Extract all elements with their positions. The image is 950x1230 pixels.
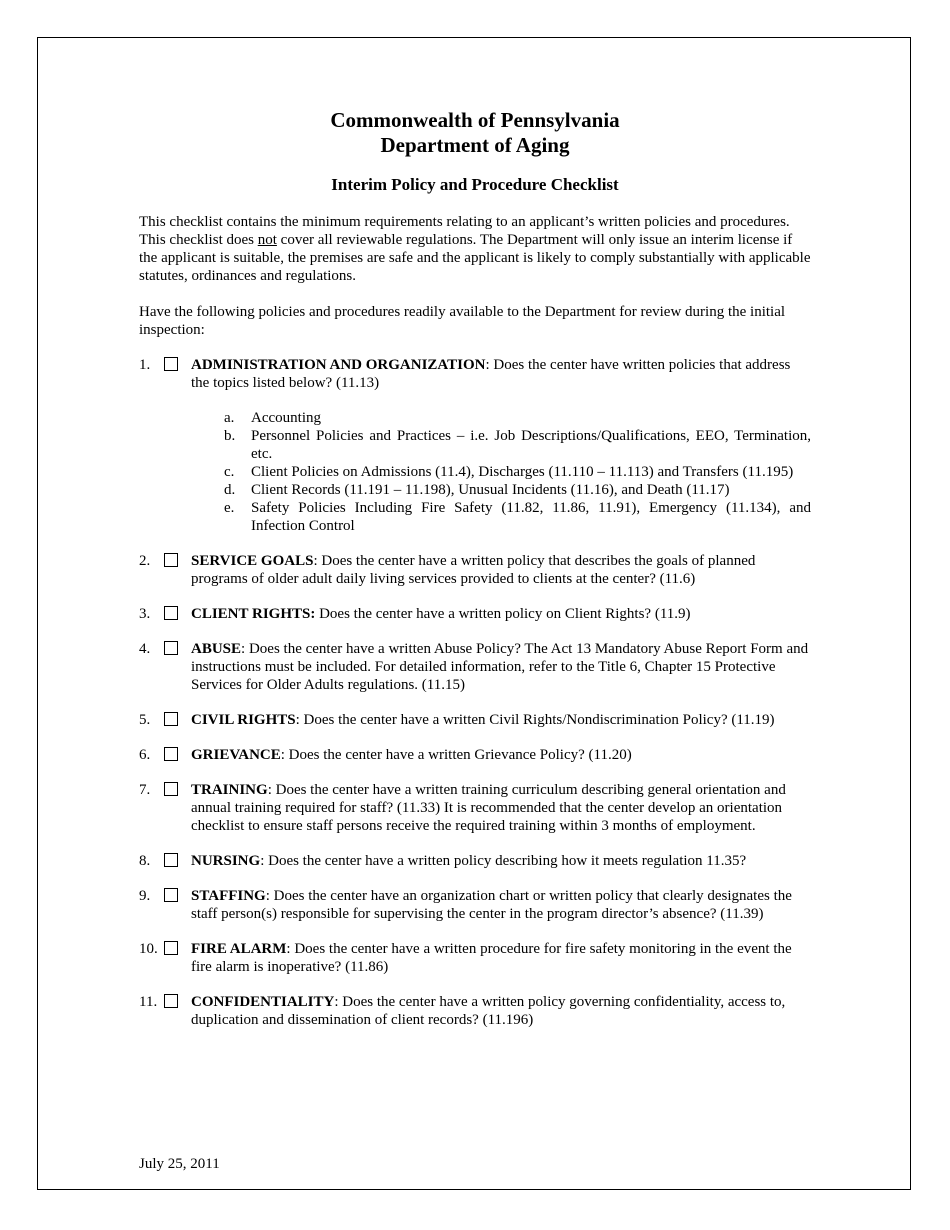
emphasis-not: not — [257, 232, 277, 248]
intro-paragraph: This checklist contains the minimum requirements relating to an applicant’s written policies and procedures. This checklist does not cover all reviewable regulations. The Department will only issue an interim license if the applicant is suitable, the premises are safe and the applicant is likely to comply substantially with applicable statutes, ordinances and regulations. — [139, 214, 811, 284]
item-title: CIVIL RIGHTS — [191, 712, 296, 728]
item-title: FIRE ALARM — [191, 941, 287, 957]
checklist-item-5 — [139, 711, 811, 729]
sub-item-d: d. Client Records (11.191 – 11.198), Unusual Incidents (11.16), and Death (11.17) — [224, 482, 730, 498]
item-title: SERVICE GOALS — [191, 553, 314, 569]
item-text: : Does the center have an organization chart or written policy that clearly designates the staff person(s) responsible for supervising the center in the program director’s absence? (11.39) — [191, 888, 792, 922]
item-title: ABUSE — [191, 641, 242, 657]
checklist-item-4 — [139, 640, 811, 694]
checkbox[interactable] — [164, 641, 178, 655]
department-name: Department of Aging — [380, 133, 570, 157]
sub-item-e: e. Safety Policies Including Fire Safety (11.82, 11.86, 11.91), Emergency (11.134), and Infection Control — [224, 500, 811, 534]
checkbox[interactable] — [164, 606, 178, 620]
item-number: 9. — [139, 888, 151, 904]
checkbox[interactable] — [164, 941, 178, 955]
checklist-item-2 — [139, 552, 811, 588]
checklist-item-7 — [139, 781, 811, 835]
checkbox[interactable] — [164, 782, 178, 796]
checklist-item-6 — [139, 746, 811, 764]
checkbox[interactable] — [164, 747, 178, 761]
sub-item-b: b. Personnel Policies and Practices – i.e. Job Descriptions/Qualifications, EEO, Termination, etc. — [224, 428, 811, 462]
item-text: : Does the center have written policies that address the topics listed below? (11.13) — [191, 357, 791, 391]
item-text: : Does the center have a written Abuse Policy? The Act 13 Mandatory Abuse Report Form and instructions must be included. For detailed information, refer to the Title 6, Chapter 15 Protective Services for Older Adults regulations. (11.15) — [191, 641, 809, 693]
item-number: 6. — [139, 747, 151, 763]
item-number: 10. — [139, 941, 158, 957]
checkbox[interactable] — [164, 712, 178, 726]
checklist-item-3 — [139, 605, 811, 623]
item-title: TRAINING — [191, 782, 268, 798]
item-text: : Does the center have a written Grievance Policy? (11.20) — [280, 747, 632, 763]
item-text: : Does the center have a written training curriculum describing general orientation and annual training required for staff? (11.33) It is recommended that the center develop an orientation checklist to ensure staff persons receive the required training within 3 months of employment. — [191, 782, 786, 834]
item-text: : Does the center have a written policy governing confidentiality, access to, duplication and dissemination of client records? (11.196) — [191, 994, 786, 1028]
item-title: ADMINISTRATION AND ORGANIZATION — [191, 357, 486, 373]
item-text: Does the center have a written policy on Client Rights? (11.9) — [315, 606, 691, 622]
checkbox[interactable] — [164, 994, 178, 1008]
checklist-item-8 — [139, 852, 811, 870]
item-text: : Does the center have a written policy that describes the goals of planned programs of older adult daily living services provided to clients at the center? (11.6) — [191, 553, 756, 587]
footer-date: July 25, 2011 — [139, 1156, 220, 1172]
item-text: : Does the center have a written procedure for fire safety monitoring in the event the fire alarm is inoperative? (11.86) — [191, 941, 792, 975]
item-number: 8. — [139, 853, 151, 869]
item-title: CLIENT RIGHTS: — [191, 606, 316, 622]
instructions-paragraph: Have the following policies and procedures readily available to the Department for review during the initial inspection: — [139, 304, 786, 338]
item-title: CONFIDENTIALITY — [191, 994, 335, 1010]
item-number: 5. — [139, 712, 151, 728]
checkbox[interactable] — [164, 553, 178, 567]
checklist-item-9 — [139, 887, 811, 923]
agency-name: Commonwealth of Pennsylvania — [330, 108, 620, 132]
item-title: NURSING — [191, 853, 261, 869]
item-number: 3. — [139, 606, 151, 622]
document-body — [139, 108, 811, 1029]
checkbox[interactable] — [164, 357, 178, 371]
item-number: 11. — [139, 994, 158, 1010]
item-text: : Does the center have a written policy describing how it meets regulation 11.35? — [260, 853, 747, 869]
item-number: 2. — [139, 553, 151, 569]
checklist-item-1 — [139, 356, 811, 535]
checklist-item-10 — [139, 940, 811, 976]
sub-item-a: a. Accounting — [224, 410, 321, 426]
sub-list — [139, 409, 811, 535]
sub-item-c: c. Client Policies on Admissions (11.4), Discharges (11.110 – 11.113) and Transfers (11.195) — [224, 464, 794, 480]
checkbox[interactable] — [164, 888, 178, 902]
item-title: GRIEVANCE — [191, 747, 281, 763]
item-title: STAFFING — [191, 888, 266, 904]
item-text: : Does the center have a written Civil Rights/Nondiscrimination Policy? (11.19) — [295, 712, 775, 728]
document-title: Interim Policy and Procedure Checklist — [331, 175, 619, 194]
checklist-item-11 — [139, 993, 811, 1029]
checkbox[interactable] — [164, 853, 178, 867]
item-number: 1. — [139, 357, 151, 373]
item-number: 7. — [139, 782, 151, 798]
item-number: 4. — [139, 641, 151, 657]
